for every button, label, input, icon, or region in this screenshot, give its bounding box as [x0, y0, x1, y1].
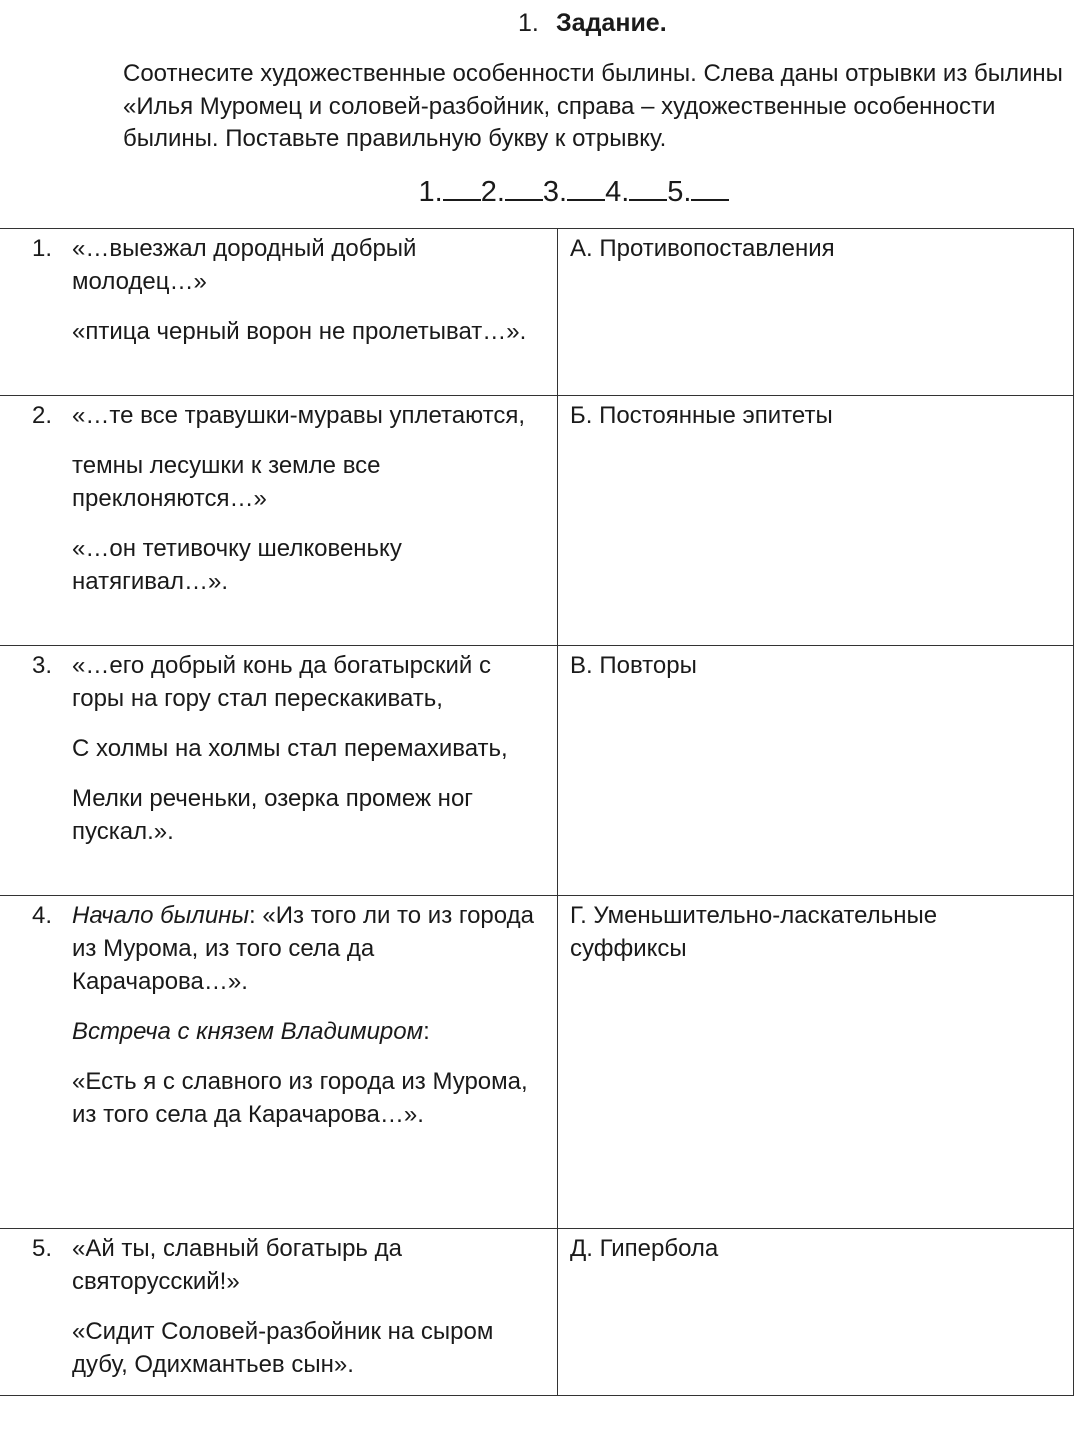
fragment-text: «Сидит Соловей-разбойник на сыром дубу, Одихмантьев сын».: [72, 1318, 494, 1378]
feature-cell: [558, 896, 1074, 1229]
table-row: [0, 646, 1074, 896]
feature-cell: [558, 396, 1074, 646]
fragment-caption: Встреча с князем Владимиром: [72, 1018, 424, 1045]
fragment-text: [72, 899, 543, 998]
answer-blank-3[interactable]: [567, 175, 605, 201]
feature-text: Б. Постоянные эпитеты: [570, 402, 833, 429]
answer-label-5: 5.: [667, 176, 692, 208]
answer-blank-1[interactable]: [443, 175, 481, 201]
answer-label-1: 1.: [418, 176, 443, 208]
fragment-text: «…его добрый конь да богатырский с горы на гору стал перескакивать,: [72, 652, 491, 712]
row-number: 4.: [32, 902, 53, 929]
row-number: 1.: [32, 235, 53, 262]
feature-text: А. Противопоставления: [570, 235, 835, 262]
answer-blank-5[interactable]: [691, 175, 729, 201]
answer-label-2: 2.: [480, 176, 505, 208]
feature-cell: [558, 229, 1074, 396]
fragment-quote: : «Из того ли то из города из Мурома, из того села да Карачарова…».: [72, 902, 534, 995]
answer-label-4: 4.: [605, 176, 630, 208]
fragment-caption: Начало былины: [72, 902, 250, 929]
feature-text: Г. Уменьшительно-ласкательные суффиксы: [570, 902, 938, 962]
feature-text: Д. Гипербола: [570, 1235, 719, 1262]
answer-line: [0, 174, 1080, 210]
fragment-text: «птица черный ворон не пролетыват…».: [72, 318, 527, 345]
task-instructions: Соотнесите художественные особенности былины. Слева даны отрывки из былины «Илья Муромец и соловей-разбойник, справа – художественные особенности былины. Поставьте правильную букву к отрывку.: [123, 60, 1063, 152]
row-number: 2.: [32, 402, 53, 429]
table-row: [0, 229, 1074, 396]
fragment-cell: [0, 229, 558, 396]
feature-cell: [558, 1229, 1074, 1396]
table-row: [0, 396, 1074, 646]
fragment-cell: [0, 646, 558, 896]
fragment-text: «Ай ты, славный богатырь да святорусский!»: [72, 1235, 402, 1295]
feature-text: В. Повторы: [570, 652, 697, 679]
answer-blank-4[interactable]: [629, 175, 667, 201]
row-number: 3.: [32, 652, 53, 679]
fragment-text: «…те все травушки-муравы уплетаются,: [72, 402, 525, 429]
answer-blank-2[interactable]: [505, 175, 543, 201]
answer-label-3: 3.: [542, 176, 568, 208]
task-heading: [518, 8, 667, 38]
fragment-cell: [0, 896, 558, 1229]
task-title: Задание.: [556, 9, 667, 37]
fragment-text: «Есть я с славного из города из Мурома, из того села да Карачарова…».: [72, 1068, 528, 1128]
feature-cell: [558, 646, 1074, 896]
fragment-text: «…выезжал дородный добрый молодец…»: [72, 235, 417, 295]
table-row: [0, 896, 1074, 1229]
fragment-text: С холмы на холмы стал перемахивать,: [72, 735, 508, 762]
table-row: [0, 1229, 1074, 1396]
fragment-cell: [0, 1229, 558, 1396]
matching-table: [0, 228, 1074, 1396]
row-number: 5.: [32, 1235, 53, 1262]
fragment-text: темны лесушки к земле все преклоняются…»: [72, 452, 381, 512]
fragment-text: «…он тетивочку шелковеньку натягивал…».: [72, 535, 402, 595]
fragment-cell: [0, 396, 558, 646]
task-number: 1.: [518, 9, 539, 37]
fragment-colon: :: [423, 1018, 430, 1045]
fragment-text: Мелки реченьки, озерка промеж ног пускал.».: [72, 785, 474, 845]
fragment-text: [72, 1015, 543, 1048]
